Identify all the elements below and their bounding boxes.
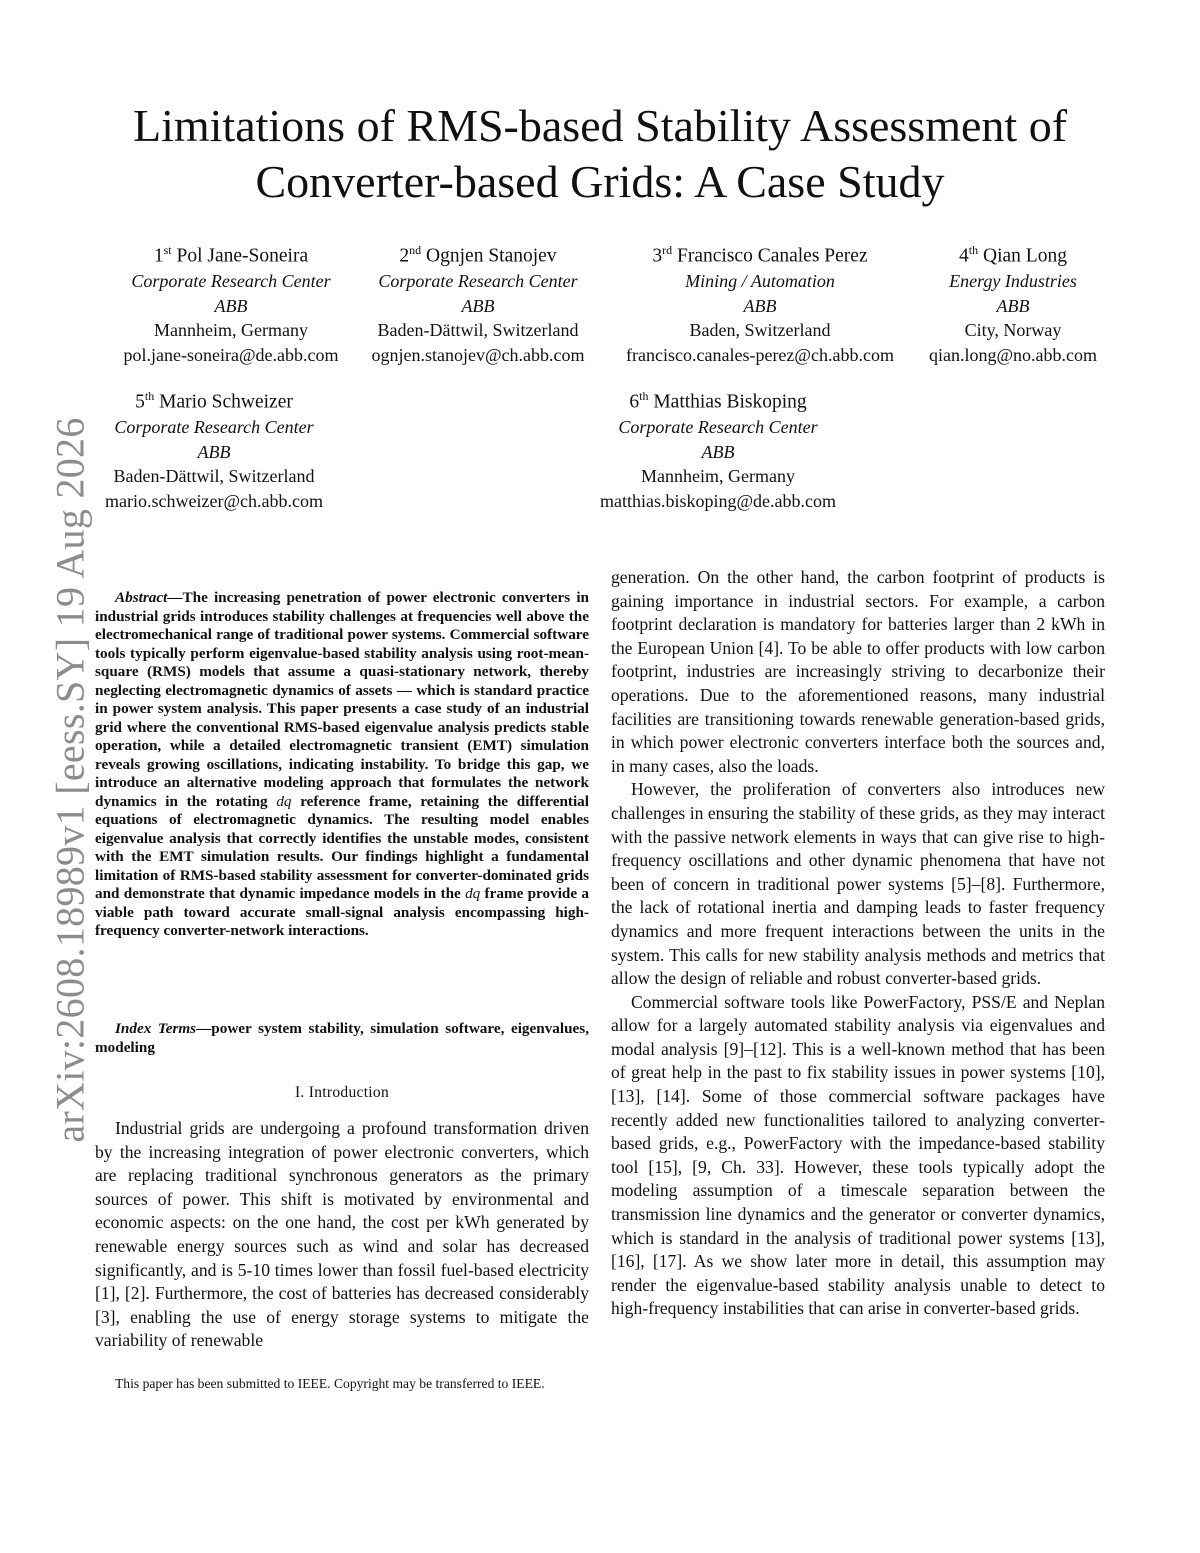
author-location: Mannheim, Germany: [641, 466, 795, 486]
author-location: City, Norway: [964, 320, 1062, 340]
right-column: [611, 566, 1105, 1321]
index-terms-label: Index Terms: [115, 1020, 197, 1037]
title-line-2: Converter-based Grids: A Case Study: [255, 156, 945, 207]
author-affiliation: Corporate Research Center: [378, 271, 578, 291]
author-email: qian.long@no.abb.com: [928, 344, 1098, 365]
author-block-1: [124, 238, 339, 367]
author-location: Baden-Dättwil, Switzerland: [113, 466, 315, 486]
author-block-5: [105, 384, 323, 513]
title-line-1: Limitations of RMS-based Stability Assessment of: [132, 100, 1068, 151]
author-organization: ABB: [701, 441, 735, 462]
abstract: Abstract—The increasing penetration of power electronic converters in industrial grids introduces stability challenges at frequencies well above the electromechanical range of traditional power systems. Commercial software tools typically perform eigenvalue-based stability analysis using root-mean-square (RMS) models that assume a quasi-stationary network, thereby neglecting electromagnetic dynamics of assets — which is standard practice in power system analysis. This paper presents a case study of an industrial grid where the conventional RMS-based eigenvalue analysis predicts stable operation, while a detailed electromagnetic transient (EMT) simulation reveals growing oscillations, indicating instability. To bridge this gap, we introduce an alternative modeling approach that formulates the network dynamics in the rotating dq reference frame, retaining the differential equations of electromagnetic dynamics. The resulting model enables eigenvalue analysis that correctly identifies the unstable modes, consistent with the EMT simulation results. Our findings highlight a fundamental limitation of RMS-based stability assessment for converter-dominated grids and demonstrate that dynamic impedance models in the dq frame provide a viable path toward accurate small-signal analysis encompassing high-frequency converter-network interactions.: [95, 589, 589, 939]
author-organization: ABB: [214, 295, 248, 316]
author-email: pol.jane-soneira@de.abb.com: [123, 344, 339, 365]
author-block-3: [626, 238, 894, 367]
author-organization: ABB: [743, 295, 777, 316]
author-organization: ABB: [996, 295, 1030, 316]
author-name: 2nd Ognjen Stanojev: [399, 243, 557, 267]
footnote: This paper has been submitted to IEEE. Copyright may be transferred to IEEE.: [115, 1376, 545, 1391]
arxiv-identifier-stamp: arXiv:2608.18989v1 [eess.SY] 19 Aug 2026: [47, 417, 93, 1143]
author-affiliation: Corporate Research Center: [131, 271, 331, 291]
author-name: 6th Matthias Biskoping: [629, 389, 807, 413]
author-affiliation: Mining / Automation: [685, 271, 835, 291]
author-organization: ABB: [197, 441, 231, 462]
paper-title: [100, 98, 1100, 210]
math-dq: dq: [276, 792, 292, 810]
author-affiliation: Energy Industries: [949, 271, 1077, 291]
author-affiliation: Corporate Research Center: [618, 417, 818, 437]
author-email: francisco.canales-perez@ch.abb.com: [626, 344, 894, 365]
author-name: 5th Mario Schweizer: [135, 389, 293, 413]
intro-paragraph: [95, 1117, 589, 1353]
author-location: Baden, Switzerland: [689, 320, 831, 340]
paragraph: Commercial software tools like PowerFactory, PSS/E and Neplan allow for a largely automated stability analysis via eigenvalues and modal analysis [9]–[12]. This is a well-known method that has been of great help in the past to fix stability issues in power systems [10], [13], [14]. Some of those commercial software packages have recently added new functionalities tailored to analyzing converter-based grids, e.g., PowerFactory with the impedance-based stability tool [15], [9, Ch. 33]. However, these tools typically adopt the modeling assumption of a timescale separation between the transmission line dynamics and the generator or converter dynamics, which is standard in the analysis of traditional power systems [13], [16], [17]. As we show later more in detail, this assumption may render the eigenvalue-based stability analysis unable to detect to high-frequency instabilities that can arise in converter-based grids.: [611, 991, 1105, 1319]
author-block-6: [600, 384, 836, 513]
section-heading-introduction: I. Introduction: [294, 1084, 390, 1101]
author-affiliation: Corporate Research Center: [114, 417, 314, 437]
author-email: mario.schweizer@ch.abb.com: [105, 490, 323, 511]
author-location: Baden-Dättwil, Switzerland: [377, 320, 579, 340]
author-organization: ABB: [461, 295, 495, 316]
abstract-label: Abstract: [115, 589, 168, 606]
author-name: 4th Qian Long: [959, 243, 1067, 267]
author-block-4: [929, 238, 1097, 367]
author-email: matthias.biskoping@de.abb.com: [599, 490, 837, 511]
author-name: 3rd Francisco Canales Perez: [652, 243, 868, 267]
paragraph: However, the proliferation of converters also introduces new challenges in ensuring the stability of these grids, as they may interact with the passive network elements in ways that can give rise to high-frequency oscillations and other dynamic phenomena that have not been of concern in traditional power systems [5]–[8]. Furthermore, the lack of rotational inertia and damping leads to faster frequency dynamics and more frequent interactions between the units in the system. This calls for new stability analysis methods and metrics that allow the design of reliable and robust converter-based grids.: [611, 779, 1105, 989]
index-terms: Index Terms—power system stability, simulation software, eigenvalues, modeling: [95, 1020, 590, 1056]
author-email: ognjen.stanojev@ch.abb.com: [371, 344, 585, 365]
author-name: 1st Pol Jane-Soneira: [153, 243, 309, 267]
math-dq: dq: [465, 885, 481, 902]
author-location: Mannheim, Germany: [154, 320, 308, 340]
author-block-2: [371, 238, 584, 367]
paragraph: generation. On the other hand, the carbon footprint of products is gaining importance in industrial sectors. For example, a carbon footprint declaration is mandatory for batteries larger than 2 kWh in the European Union [4]. To be able to offer products with low carbon footprint, industries are increasingly striving to decarbonize their operations. Due to the aforementioned reasons, many industrial facilities are transitioning towards renewable generation-based grids, in which power electronic converters interface both the sources and, in many cases, also the loads.: [611, 567, 1105, 776]
paragraph: Industrial grids are undergoing a profound transformation driven by the increasing integration of power electronic converters, which are replacing traditional synchronous generators as the primary sources of power. This shift is motivated by environmental and economic aspects: on the one hand, the cost per kWh generated by renewable energy sources such as wind and solar has decreased significantly, and is 5-10 times lower than fossil fuel-based electricity [1], [2]. Furthermore, the cost of batteries has decreased considerably [3], enabling the use of energy storage systems to mitigate the variability of renewable: [95, 1118, 589, 1351]
